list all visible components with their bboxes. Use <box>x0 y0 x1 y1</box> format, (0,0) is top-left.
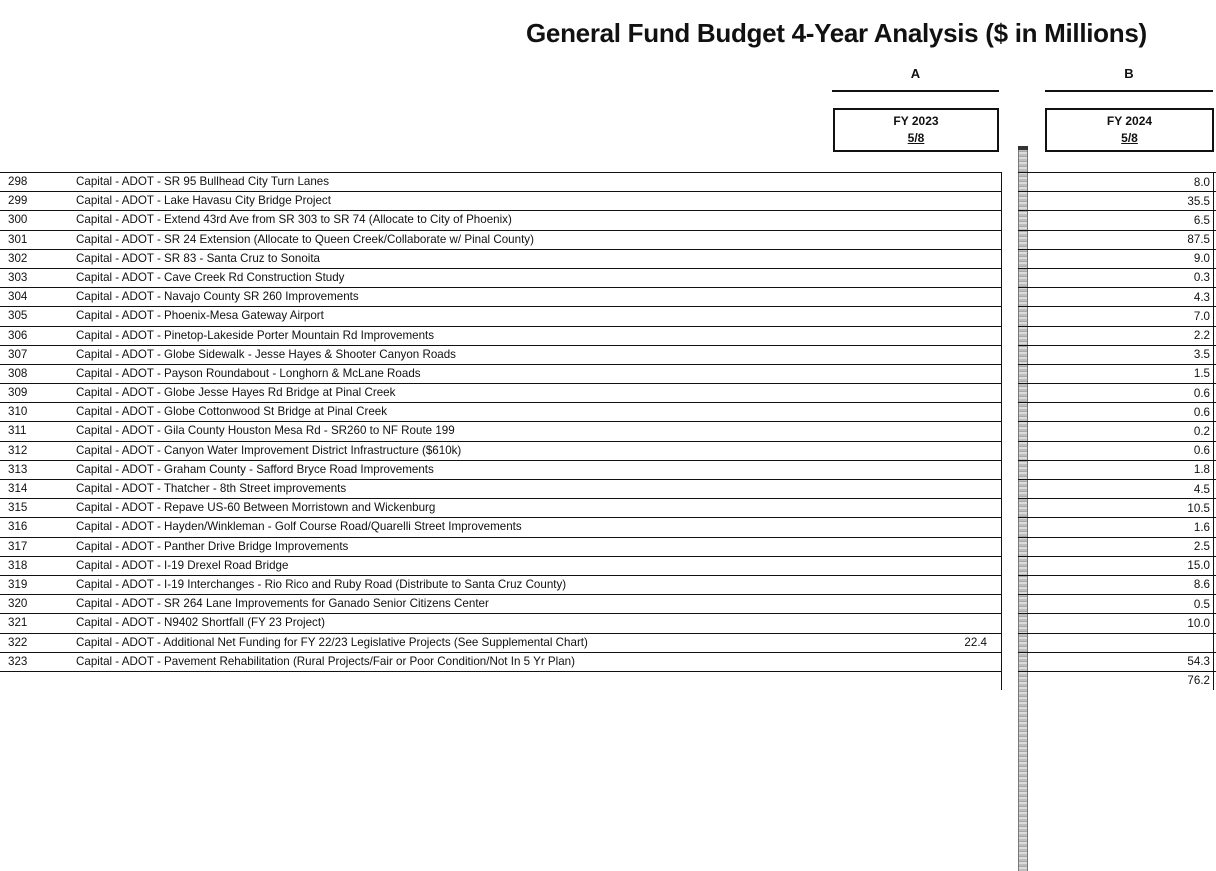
row-number: 310 <box>8 405 28 419</box>
table-row <box>0 441 1216 460</box>
fy2024-value: 2.2 <box>1193 329 1210 342</box>
fy2023-cell <box>826 248 1002 267</box>
fy2023-value: 22.4 <box>964 636 987 649</box>
table-row <box>0 306 1216 325</box>
gap-mask <box>1002 593 1018 596</box>
row-description: Capital - ADOT - Lake Havasu City Bridge Project <box>76 194 331 208</box>
fy2024-cell <box>1028 248 1214 267</box>
fy2024-cell <box>1028 402 1214 421</box>
row-description: Capital - ADOT - Extend 43rd Ave from SR 303 to SR 74 (Allocate to City of Phoenix) <box>76 213 512 227</box>
fy2024-value: 0.2 <box>1193 424 1210 438</box>
row-description: Capital - ADOT - Hayden/Winkleman - Golf Course Road/Quarelli Street Improvements <box>76 520 522 534</box>
fy2023-cell <box>826 651 1002 670</box>
fy2023-cell <box>826 440 1002 459</box>
fy2023-cell <box>826 594 1002 613</box>
budget-table <box>0 172 1216 690</box>
row-number: 316 <box>8 520 28 534</box>
fy2024-value: 54.3 <box>1187 655 1210 669</box>
fy2023-cell <box>826 613 1002 632</box>
row-number: 314 <box>8 482 28 495</box>
table-row <box>0 613 1216 632</box>
fy2023-cell <box>826 363 1002 382</box>
gap-mask <box>1002 382 1018 385</box>
gap-mask <box>1002 440 1018 443</box>
document-title: General Fund Budget 4-Year Analysis ($ in Millions) <box>526 18 1147 48</box>
fy2024-value: 1.6 <box>1193 520 1210 534</box>
gap-mask <box>1002 632 1018 635</box>
row-number: 315 <box>8 501 28 515</box>
fy2024-value: 10.0 <box>1187 616 1210 630</box>
row-number: 307 <box>8 347 28 361</box>
fy2024-value: 87.5 <box>1187 233 1210 247</box>
table-row <box>0 460 1216 479</box>
row-number: 322 <box>8 635 28 649</box>
fy2023-cell <box>826 574 1002 593</box>
fy2024-cell <box>1028 555 1214 574</box>
fy2024-cell <box>1028 287 1214 306</box>
column-letter-a: A <box>910 66 921 81</box>
fy2023-cell <box>826 172 1002 191</box>
fy2024-cell <box>1028 306 1214 325</box>
column-separator-cap <box>1018 146 1028 150</box>
fy2024-cell <box>1028 651 1214 670</box>
table-row <box>0 575 1216 594</box>
fy2024-value: 15.0 <box>1187 559 1210 573</box>
row-description: Capital - ADOT - Globe Cottonwood St Bridge at Pinal Creek <box>76 405 388 419</box>
fy2024-value: 8.6 <box>1193 578 1210 592</box>
table-row <box>0 172 1216 191</box>
fy2024-cell <box>1028 191 1214 210</box>
row-description: Capital - ADOT - SR 95 Bullhead City Turn Lanes <box>76 175 330 188</box>
fy2024-value: 1.8 <box>1193 463 1210 477</box>
row-description: Capital - ADOT - Repave US-60 Between Morristown and Wickenburg <box>76 501 436 515</box>
table-row <box>0 210 1216 229</box>
fy2024-value: 2.5 <box>1193 540 1210 554</box>
fy2024-value: 0.3 <box>1193 271 1210 285</box>
fy2024-cell <box>1028 344 1214 363</box>
gap-mask <box>1002 267 1018 270</box>
column-header-year: FY 2024 <box>1106 114 1153 128</box>
gap-mask <box>1002 305 1018 308</box>
table-row <box>0 652 1216 671</box>
fy2024-cell <box>1028 421 1214 440</box>
gap-mask <box>1002 190 1018 193</box>
fy2024-cell <box>1028 325 1214 344</box>
row-number: 301 <box>8 232 28 246</box>
fy2024-value: 9.0 <box>1193 252 1210 266</box>
column-letter-b: B <box>1124 66 1134 81</box>
row-description: Capital - ADOT - Gila County Houston Mesa Rd - SR260 to NF Route 199 <box>76 424 455 438</box>
gap-mask <box>1002 420 1018 423</box>
row-number: 306 <box>8 328 28 342</box>
gap-mask <box>1002 325 1018 328</box>
fy2024-cell <box>1028 594 1214 613</box>
gap-mask <box>1002 401 1018 404</box>
row-description: Capital - ADOT - Canyon Water Improvement District Infrastructure ($610k) <box>76 443 462 457</box>
row-number: 321 <box>8 616 28 630</box>
fy2023-cell <box>826 555 1002 574</box>
fy2024-cell <box>1028 210 1214 229</box>
fy2024-cell <box>1028 459 1214 478</box>
fy2024-cell <box>1028 479 1214 498</box>
row-description: Capital - ADOT - Navajo County SR 260 Improvements <box>76 290 359 304</box>
fy2023-cell <box>826 325 1002 344</box>
row-description: Capital - ADOT - Graham County - Safford Bryce Road Improvements <box>76 462 434 476</box>
fy2024-cell <box>1028 498 1214 517</box>
gap-mask <box>1002 344 1018 347</box>
gap-mask <box>1002 670 1018 673</box>
row-description: Capital - ADOT - N9402 Shortfall (FY 23 Project) <box>76 616 325 630</box>
row-description: Capital - ADOT - I-19 Drexel Road Bridge <box>76 558 289 572</box>
table-row <box>0 345 1216 364</box>
row-description: Capital - ADOT - Phoenix-Mesa Gateway Airport <box>76 309 324 323</box>
gap-mask <box>1002 459 1018 462</box>
table-row <box>0 326 1216 345</box>
row-number: 303 <box>8 270 28 284</box>
row-description: Capital - ADOT - Payson Roundabout - Longhorn & McLane Roads <box>76 366 421 380</box>
fy2024-value: 1.5 <box>1193 367 1210 381</box>
row-description: Capital - ADOT - Additional Net Funding for FY 22/23 Legislative Projects (See Supplemental Chart) <box>76 635 588 649</box>
fy2024-cell <box>1028 632 1214 651</box>
gap-mask <box>1002 209 1018 212</box>
row-number: 320 <box>8 597 28 611</box>
row-number: 312 <box>8 443 28 457</box>
column-rule-b <box>1045 90 1213 92</box>
fy2023-cell <box>826 267 1002 286</box>
gap-mask <box>1002 651 1018 654</box>
row-number: 319 <box>8 577 28 591</box>
fy2023-cell <box>826 306 1002 325</box>
column-header-fy2024 <box>1045 108 1214 152</box>
gap-mask <box>1002 171 1018 174</box>
fy2023-cell <box>826 287 1002 306</box>
fy2024-cell <box>1028 172 1214 191</box>
fy2024-cell <box>1028 574 1214 593</box>
table-row <box>0 191 1216 210</box>
gap-mask <box>1002 555 1018 558</box>
table-row <box>0 517 1216 536</box>
gap-mask <box>1002 536 1018 539</box>
gap-mask <box>1002 516 1018 519</box>
fy2023-cell <box>826 191 1002 210</box>
fy2023-cell <box>826 536 1002 555</box>
row-number: 308 <box>8 366 28 380</box>
gap-mask <box>1002 248 1018 251</box>
fy2024-cell <box>1028 440 1214 459</box>
table-row <box>0 364 1216 383</box>
fy2024-value: 0.6 <box>1193 444 1210 458</box>
fy2023-cell <box>826 632 1002 651</box>
gap-mask <box>1002 363 1018 366</box>
row-description: Capital - ADOT - Cave Creek Rd Construction Study <box>76 270 345 284</box>
row-description: Capital - ADOT - SR 264 Lane Improvements for Ganado Senior Citizens Center <box>76 597 489 611</box>
row-description: Capital - ADOT - Pavement Rehabilitation (Rural Projects/Fair or Poor Condition/Not In 5 Yr Plan) <box>76 654 575 668</box>
row-description: Capital - ADOT - Globe Jesse Hayes Rd Bridge at Pinal Creek <box>76 386 396 400</box>
row-description: Capital - ADOT - I-19 Interchanges - Rio Rico and Ruby Road (Distribute to Santa Cruz County) <box>76 577 567 591</box>
fy2024-value: 4.5 <box>1193 482 1210 496</box>
fy2024-value: 0.6 <box>1193 405 1210 419</box>
fy2023-cell <box>826 498 1002 517</box>
fy2023-cell <box>826 210 1002 229</box>
fy2024-value: 10.5 <box>1187 501 1210 515</box>
table-row <box>0 633 1216 652</box>
fy2024-value: 8.0 <box>1193 175 1210 189</box>
fy2023-cell <box>826 459 1002 478</box>
gap-mask <box>1002 612 1018 615</box>
fy2024-cell <box>1028 363 1214 382</box>
fy2024-value: 0.6 <box>1193 386 1210 400</box>
gap-mask <box>1002 574 1018 577</box>
row-number: 305 <box>8 309 28 323</box>
table-row <box>0 556 1216 575</box>
table-row <box>0 671 1216 690</box>
fy2024-cell <box>1028 383 1214 402</box>
fy2024-cell <box>1028 267 1214 286</box>
fy2024-cell <box>1028 517 1214 536</box>
fy2024-value: 0.5 <box>1193 597 1210 611</box>
fy2023-cell <box>826 229 1002 248</box>
fy2024-value: 4.3 <box>1193 290 1210 304</box>
row-number: 311 <box>8 424 27 438</box>
row-number: 304 <box>8 290 28 304</box>
column-rule-a <box>832 90 999 92</box>
fy2024-cell <box>1028 536 1214 555</box>
table-row <box>0 594 1216 613</box>
fy2023-cell <box>826 421 1002 440</box>
row-number: 298 <box>8 175 28 188</box>
table-row <box>0 498 1216 517</box>
column-header-date: 5/8 <box>1121 131 1138 145</box>
column-header-fy2023 <box>833 108 999 152</box>
row-number: 323 <box>8 654 28 668</box>
fy2024-cell <box>1028 670 1214 689</box>
gap-mask <box>1002 478 1018 481</box>
row-description: Capital - ADOT - SR 83 - Santa Cruz to Sonoita <box>76 251 321 265</box>
fy2024-cell <box>1028 613 1214 632</box>
row-description: Capital - ADOT - Pinetop-Lakeside Porter Mountain Rd Improvements <box>76 328 435 342</box>
row-number: 300 <box>8 213 28 227</box>
table-row <box>0 268 1216 287</box>
row-number: 318 <box>8 558 28 572</box>
fy2024-value: 7.0 <box>1193 309 1210 323</box>
column-header-date: 5/8 <box>907 131 925 145</box>
row-number: 313 <box>8 462 28 476</box>
fy2023-cell <box>826 383 1002 402</box>
table-row <box>0 479 1216 498</box>
row-number: 317 <box>8 539 28 553</box>
table-row <box>0 287 1216 306</box>
fy2023-cell <box>826 670 1002 689</box>
table-row <box>0 421 1216 440</box>
gap-mask <box>1002 229 1018 232</box>
fy2024-value: 6.5 <box>1193 213 1210 227</box>
table-row <box>0 383 1216 402</box>
row-description: Capital - ADOT - SR 24 Extension (Allocate to Queen Creek/Collaborate w/ Pinal County) <box>76 232 534 246</box>
row-description: Capital - ADOT - Panther Drive Bridge Improvements <box>76 539 349 553</box>
fy2024-value: 76.2 <box>1187 674 1210 688</box>
row-number: 309 <box>8 386 28 400</box>
gap-mask <box>1002 286 1018 289</box>
gap-mask <box>1002 497 1018 500</box>
row-description: Capital - ADOT - Globe Sidewalk - Jesse Hayes & Shooter Canyon Roads <box>76 347 456 361</box>
row-number: 299 <box>8 194 28 208</box>
fy2023-cell <box>826 344 1002 363</box>
row-description: Capital - ADOT - Thatcher - 8th Street improvements <box>76 482 347 495</box>
table-row <box>0 537 1216 556</box>
row-number: 302 <box>8 251 28 265</box>
fy2024-value: 3.5 <box>1193 348 1210 362</box>
fy2023-cell <box>826 402 1002 421</box>
table-row <box>0 249 1216 268</box>
fy2023-cell <box>826 479 1002 498</box>
table-row <box>0 230 1216 249</box>
fy2023-cell <box>826 517 1002 536</box>
fy2024-cell <box>1028 229 1214 248</box>
table-row <box>0 402 1216 421</box>
fy2024-value: 35.5 <box>1187 194 1210 208</box>
column-header-year: FY 2023 <box>893 114 939 128</box>
